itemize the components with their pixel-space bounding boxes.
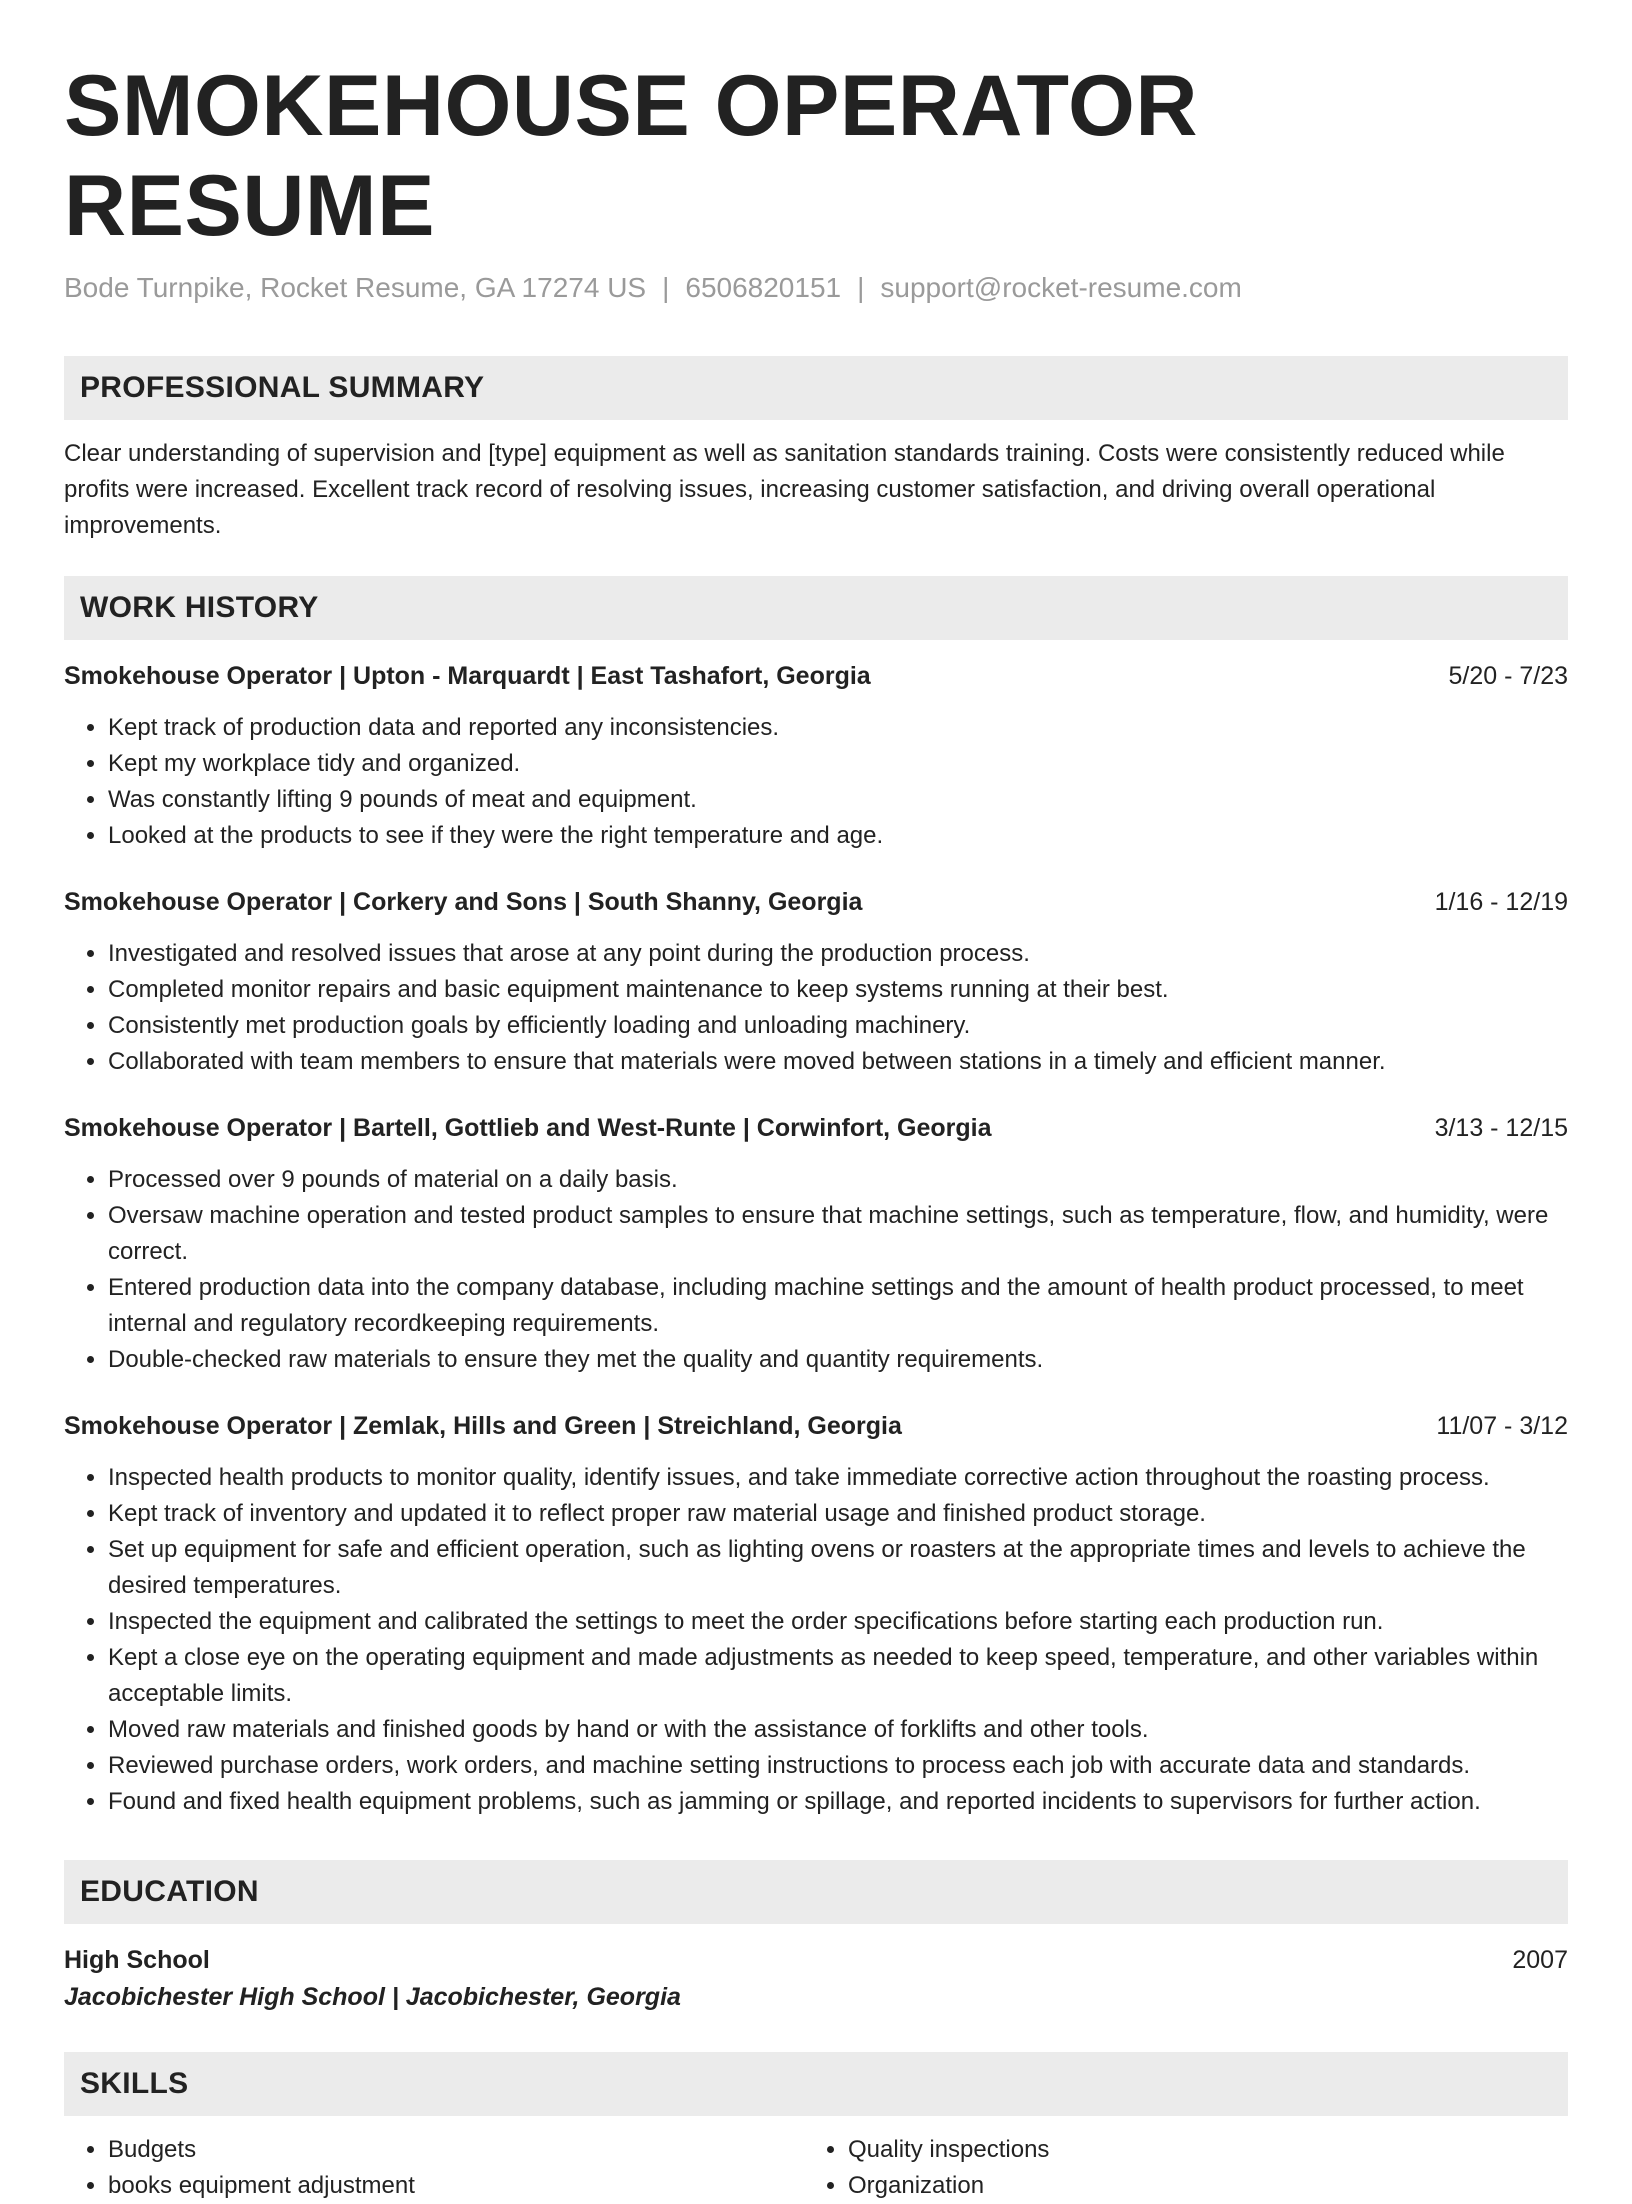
- job-entry: [64, 1110, 1568, 1378]
- skills-grid: [64, 2132, 1568, 2204]
- job-bullet-list: [64, 710, 1568, 854]
- job-header: [64, 884, 1568, 920]
- job-bullet: • Processed over 9 pounds of material on a daily basis.: [108, 1162, 1568, 1198]
- job-dates: 5/20 - 7/23: [1448, 662, 1568, 690]
- job-title: Smokehouse Operator | Corkery and Sons | South Shanny, Georgia: [64, 888, 863, 916]
- education-heading: EDUCATION: [80, 1875, 259, 1908]
- education-year: 2007: [1512, 1946, 1568, 1974]
- job-bullet: • Inspected the equipment and calibrated the settings to meet the order specifications before starting each production run.: [108, 1604, 1568, 1640]
- education-school: Jacobichester High School | Jacobichester, Georgia: [64, 1983, 681, 2011]
- job-bullet: • Looked at the products to see if they were the right temperature and age.: [108, 818, 1568, 854]
- job-bullet: • Oversaw machine operation and tested product samples to ensure that machine settings, such as temperature, flow, and humidity, were correct.: [108, 1198, 1568, 1270]
- job-bullet: • Kept track of inventory and updated it to reflect proper raw material usage and finished product storage.: [108, 1496, 1568, 1532]
- resume-title: SMOKEHOUSE OPERATOR RESUME: [64, 58, 1199, 254]
- job-entry: [64, 658, 1568, 854]
- job-dates: 11/07 - 3/12: [1436, 1412, 1568, 1440]
- job-dates: 3/13 - 12/15: [1434, 1114, 1568, 1142]
- job-bullet: • Found and fixed health equipment problems, such as jamming or spillage, and reported incidents to supervisors for further action.: [108, 1784, 1568, 1820]
- job-bullet: • Reviewed purchase orders, work orders, and machine setting instructions to process each job with accurate data and standards.: [108, 1748, 1568, 1784]
- job-bullet: • Entered production data into the company database, including machine settings and the amount of health product processed, to meet internal and regulatory recordkeeping requirements.: [108, 1270, 1568, 1342]
- job-bullet: • Kept track of production data and reported any inconsistencies.: [108, 710, 1568, 746]
- job-bullet: • Kept a close eye on the operating equipment and made adjustments as needed to keep speed, temperature, and other variables within acceptable limits.: [108, 1640, 1568, 1712]
- contact-separator: |: [662, 272, 670, 303]
- job-bullet-list: [64, 1460, 1568, 1820]
- skills-heading: SKILLS: [80, 2067, 189, 2100]
- skill-item: • Organization: [848, 2168, 1544, 2204]
- job-bullet: • Double-checked raw materials to ensure they met the quality and quantity requirements.: [108, 1342, 1568, 1378]
- skills-section-header: [64, 2052, 1568, 2116]
- contact-address: Bode Turnpike, Rocket Resume, GA 17274 US: [64, 272, 647, 303]
- job-header: [64, 658, 1568, 694]
- job-header: [64, 1408, 1568, 1444]
- job-title: Smokehouse Operator | Zemlak, Hills and Green | Streichland, Georgia: [64, 1412, 902, 1440]
- contact-email: support@rocket-resume.com: [880, 272, 1242, 303]
- job-header: [64, 1110, 1568, 1146]
- education-degree: High School: [64, 1946, 210, 1974]
- job-title: Smokehouse Operator | Bartell, Gottlieb and West-Runte | Corwinfort, Georgia: [64, 1114, 992, 1142]
- job-bullet-list: [64, 1162, 1568, 1378]
- job-bullet: • Kept my workplace tidy and organized.: [108, 746, 1568, 782]
- skill-item: • books equipment adjustment: [108, 2168, 804, 2204]
- job-bullet: • Moved raw materials and finished goods by hand or with the assistance of forklifts and other tools.: [108, 1712, 1568, 1748]
- skills-column-right: [804, 2132, 1544, 2204]
- job-bullet: • Consistently met production goals by efficiently loading and unloading machinery.: [108, 1008, 1568, 1044]
- job-bullet-list: [64, 936, 1568, 1080]
- skills-list: [64, 2132, 804, 2204]
- work-history-heading: WORK HISTORY: [80, 591, 319, 624]
- job-entry: [64, 884, 1568, 1080]
- contact-separator: |: [857, 272, 865, 303]
- work-history-section-header: [64, 576, 1568, 640]
- summary-heading: PROFESSIONAL SUMMARY: [80, 371, 485, 404]
- education-row: [64, 1942, 1568, 1978]
- job-dates: 1/16 - 12/19: [1434, 888, 1568, 916]
- job-bullet: • Collaborated with team members to ensure that materials were moved between stations in a timely and efficient manner.: [108, 1044, 1568, 1080]
- job-bullet: • Set up equipment for safe and efficient operation, such as lighting ovens or roasters at the appropriate times and levels to achieve the desired temperatures.: [108, 1532, 1568, 1604]
- skills-column-left: [64, 2132, 804, 2204]
- skills-list: [804, 2132, 1544, 2204]
- job-bullet: • Was constantly lifting 9 pounds of meat and equipment.: [108, 782, 1568, 818]
- summary-text: Clear understanding of supervision and [type] equipment as well as sanitation standards training. Costs were consistently reduced while profits were increased. Excellent track record of resolving issues, increasing customer satisfaction, and driving overall operational improvements.: [64, 440, 1505, 539]
- summary-section-header: [64, 356, 1568, 420]
- contact-line: [64, 268, 1568, 308]
- job-entry: [64, 1408, 1568, 1820]
- education-section-header: [64, 1860, 1568, 1924]
- skill-item: • Quality inspections: [848, 2132, 1544, 2168]
- job-bullet: • Investigated and resolved issues that arose at any point during the production process.: [108, 936, 1568, 972]
- job-title: Smokehouse Operator | Upton - Marquardt | East Tashafort, Georgia: [64, 662, 871, 690]
- job-bullet: • Completed monitor repairs and basic equipment maintenance to keep systems running at their best.: [108, 972, 1568, 1008]
- contact-phone: 6506820151: [685, 272, 842, 303]
- skill-item: • Budgets: [108, 2132, 804, 2168]
- job-bullet: • Inspected health products to monitor quality, identify issues, and take immediate corrective action throughout the roasting process.: [108, 1460, 1568, 1496]
